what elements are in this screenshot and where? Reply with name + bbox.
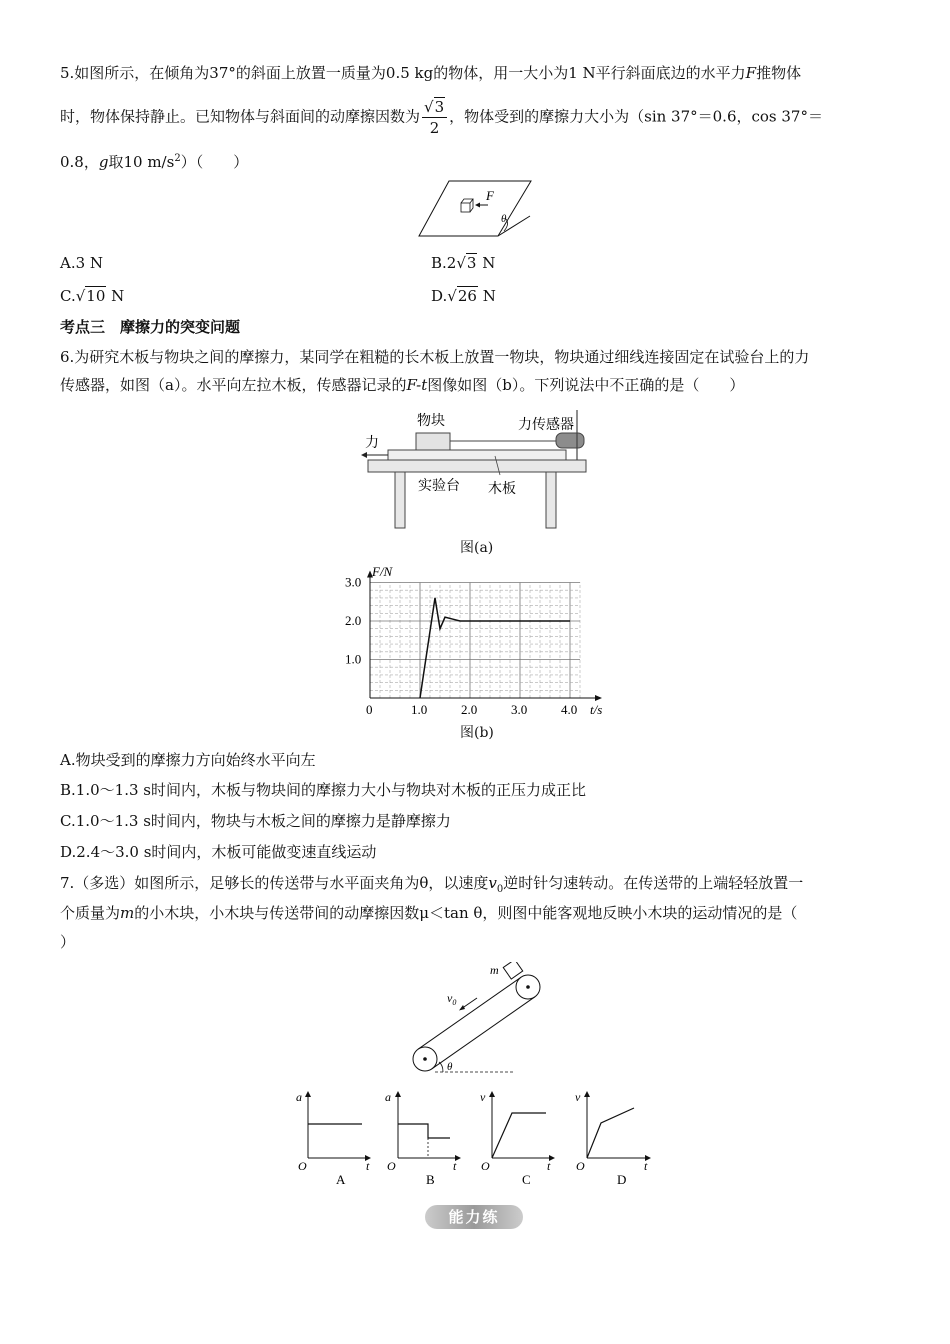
q5-incline-figure [418, 178, 534, 242]
table-leg-right [546, 472, 556, 528]
board [388, 450, 566, 460]
svg-text:t: t [453, 1159, 457, 1173]
small-block [503, 962, 522, 979]
svg-text:力传感器: 力传感器 [518, 418, 574, 433]
q5-line-2: 时，物体保持静止。已知物体与斜面间的动摩擦因数为 $\frac{√3}{2}$ ，物体受到的摩擦力大小为（sin 37°＝0.6，cos 37°＝ [60, 98, 823, 137]
svg-text:力: 力 [365, 436, 379, 451]
x-tick-label: 2.0 [461, 702, 478, 717]
y-tick-label: 1.0 [345, 651, 362, 667]
q6-line-1: 6.为研究木板与物块之间的摩擦力，某同学在粗糙的长木板上放置一物块，物块通过细线连接固定在试验台上的力 [60, 348, 810, 366]
belt-bottom [432, 997, 535, 1069]
svg-text:t: t [366, 1159, 370, 1173]
graph-b [385, 1090, 460, 1187]
q6-option-a[interactable]: A.物块受到的摩擦力方向始终水平向左 [60, 751, 316, 769]
q6-option-c[interactable]: C.1.0～1.3 s时间内，物块与木板之间的摩擦力是静摩擦力 [60, 812, 451, 830]
graph-d [575, 1090, 650, 1187]
section-title: 考点三 摩擦力的突变问题 [60, 318, 241, 336]
svg-text:A: A [336, 1172, 346, 1187]
graph-c [480, 1090, 554, 1187]
fig-b-caption: 图(b) [460, 725, 494, 741]
mu-fraction: $\frac{√3}{2}$ [422, 97, 447, 138]
y-tick-label: 3.0 [345, 574, 362, 590]
graph-b-line [398, 1124, 450, 1138]
y-tick-label: 2.0 [345, 613, 362, 628]
q5-option-c[interactable]: C.√10 N [60, 287, 125, 305]
block-icon [461, 199, 473, 212]
svg-text:O: O [387, 1159, 396, 1173]
svg-text:a: a [385, 1090, 391, 1104]
q7-line-3: ） [60, 933, 76, 951]
svg-text:D: D [617, 1172, 627, 1187]
sensor [556, 433, 584, 448]
y-axis-label: F/N [372, 564, 393, 579]
q7-line-1: 7.（多选）如图所示，足够长的传送带与水平面夹角为θ，以速度$v_0$逆时针匀速转动。在传送带的上端轻轻放置一 [60, 874, 804, 895]
q5-option-d[interactable]: D.√26 N [431, 287, 496, 305]
ability-practice-badge: 能力练 [425, 1205, 523, 1229]
fig-a-caption: 图(a) [460, 540, 494, 556]
x-tick-label: 4.0 [561, 702, 578, 717]
table-top [368, 460, 586, 472]
svg-text:m: m [490, 963, 499, 977]
series-line-F [420, 598, 570, 698]
origin-label: 0 [366, 702, 373, 717]
svg-text:v: v [480, 1090, 486, 1104]
svg-text:物块: 物块 [417, 414, 445, 429]
svg-text:C: C [522, 1172, 531, 1187]
x-tick-label: 3.0 [511, 702, 528, 717]
q7-graphs [290, 1086, 670, 1191]
svg-text:O: O [481, 1159, 490, 1173]
q6-option-d[interactable]: D.2.4～3.0 s时间内，木板可能做变速直线运动 [60, 843, 377, 861]
graph-a [296, 1090, 370, 1187]
svg-text:t: t [547, 1159, 551, 1173]
x-tick-label: 1.0 [411, 702, 428, 717]
svg-text:木板: 木板 [488, 482, 516, 497]
q6-line-2: 传感器，如图（a）。水平向左拉木板，传感器记录的F-t图像如图（b）。下列说法中不正确的是（ ） [60, 376, 745, 394]
belt-top [418, 977, 521, 1049]
q6-option-b[interactable]: B.1.0～1.3 s时间内，木板与物块间的摩擦力大小与物块对木板的正压力成正比 [60, 781, 586, 799]
q7-conveyor-figure [405, 962, 545, 1077]
graph-d-line [587, 1108, 634, 1158]
svg-text:O: O [298, 1159, 307, 1173]
svg-text:θ: θ [501, 213, 507, 225]
q5-option-a[interactable]: A.3 N [60, 254, 104, 272]
svg-text:t: t [644, 1159, 648, 1173]
table-leg-left [395, 472, 405, 528]
svg-text:O: O [576, 1159, 585, 1173]
svg-text:实验台: 实验台 [418, 479, 460, 494]
q5-line-1: 5.如图所示，在倾角为37°的斜面上放置一质量为0.5 kg的物体，用一大小为1 N平行斜面底边的水平力F推物体 [60, 64, 802, 82]
q5-line-3: 0.8，g取10 $m/s^2$）（ ） [60, 153, 249, 171]
svg-text:F: F [486, 188, 494, 203]
q6-figure-a [360, 405, 595, 530]
f-t-chart [330, 562, 615, 720]
q5-option-b[interactable]: B.2√3 N [431, 254, 496, 272]
svg-text:a: a [296, 1090, 302, 1104]
graph-c-line [492, 1113, 546, 1158]
q7-line-2: 个质量为m的小木块，小木块与传送带间的动摩擦因数μ＜tan θ，则图中能客观地反映小木块的运动情况的是（ [60, 904, 798, 922]
svg-text:θ: θ [447, 1061, 453, 1073]
svg-text:v: v [575, 1090, 581, 1104]
x-axis-label: t/s [590, 702, 603, 717]
block [416, 433, 450, 450]
svg-text:B: B [426, 1172, 435, 1187]
svg-text:v0: $v_0$ [447, 991, 457, 1007]
